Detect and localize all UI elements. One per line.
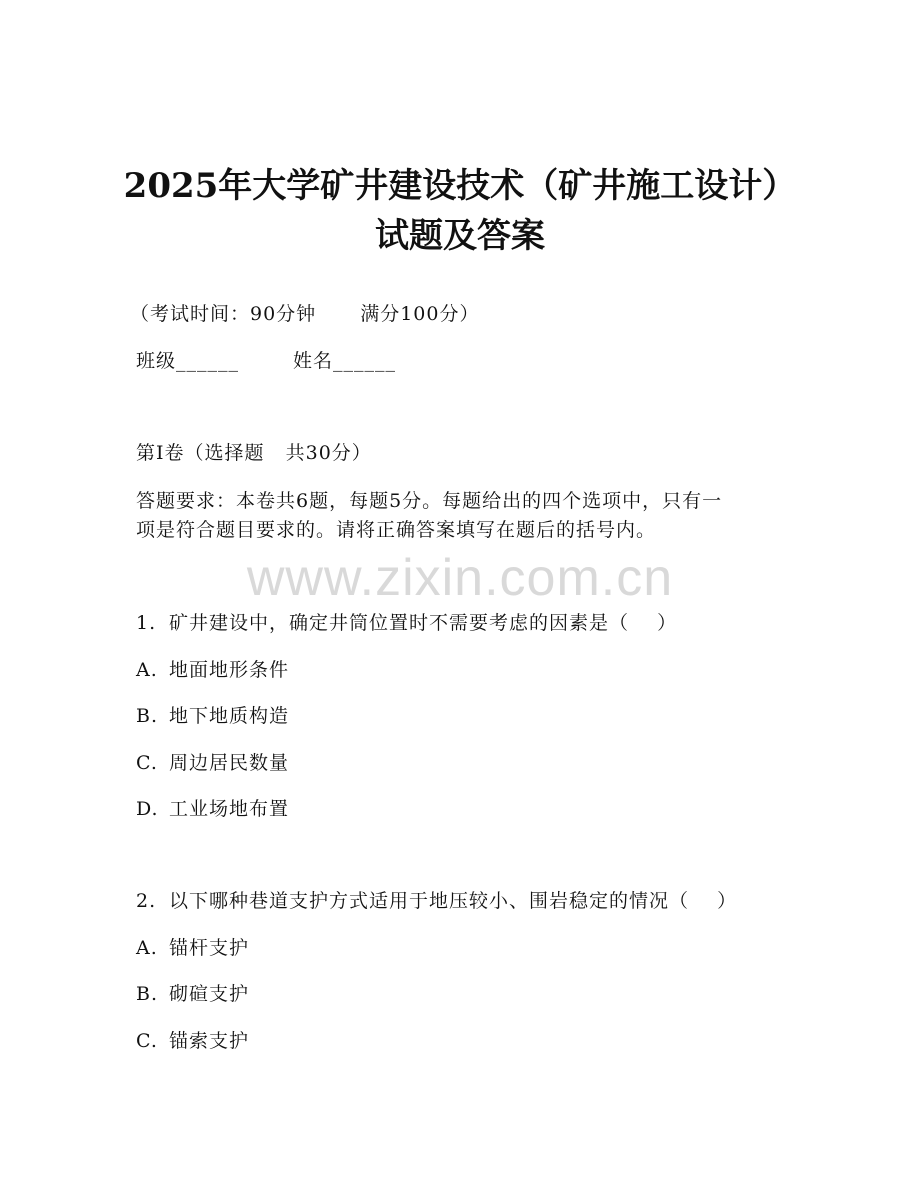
option-letter: D.: [136, 798, 159, 820]
watermark: www.zixin.com.cn: [246, 549, 674, 607]
question-2-option-c: [136, 1027, 249, 1055]
option-letter: B.: [136, 983, 159, 1005]
question-2-option-b: [136, 980, 249, 1008]
option-letter: C.: [136, 752, 158, 774]
name-field: 姓名______: [293, 350, 397, 372]
class-field: 班级______: [136, 350, 240, 372]
document-title-line-1: 2025年大学矿井建设技术（矿井施工设计）: [123, 166, 797, 206]
option-text: 砌碹支护: [169, 983, 250, 1005]
option-letter: A.: [136, 659, 158, 681]
question-2-option-a: [136, 934, 249, 962]
option-letter: C.: [136, 1030, 158, 1052]
question-number: 2.: [136, 890, 157, 912]
question-1-option-a: [136, 656, 289, 684]
instructions-line-2: 项是符合题目要求的。请将正确答案填写在题后的括号内。: [136, 519, 657, 541]
document-title-line-2: 试题及答案: [375, 216, 545, 256]
option-text: 工业场地布置: [169, 798, 290, 820]
option-letter: B.: [136, 705, 159, 727]
exam-info: [130, 300, 479, 328]
question-1-option-d: [136, 795, 289, 823]
option-text: 地下地质构造: [169, 705, 290, 727]
student-info-fields: [136, 347, 396, 375]
question-number: 1.: [136, 612, 157, 634]
option-text: 周边居民数量: [169, 752, 290, 774]
instructions-line-1: 答题要求：本卷共6题，每题5分。每题给出的四个选项中，只有一: [136, 490, 723, 512]
question-1-option-c: [136, 749, 289, 777]
question-text: 矿井建设中，确定井筒位置时不需要考虑的因素是（ ）: [169, 612, 678, 634]
option-text: 地面地形条件: [169, 659, 290, 681]
question-text: 以下哪种巷道支护方式适用于地压较小、围岩稳定的情况（ ）: [169, 890, 738, 912]
option-text: 锚索支护: [169, 1030, 250, 1052]
question-2-stem: [136, 887, 737, 915]
option-text: 锚杆支护: [169, 937, 250, 959]
option-letter: A.: [136, 937, 158, 959]
question-1-stem: [136, 609, 677, 637]
exam-time: （考试时间：90分钟: [130, 303, 317, 325]
full-score: 满分100分）: [360, 303, 480, 325]
question-1-option-b: [136, 702, 289, 730]
section-heading: 第I卷（选择题 共30分）: [136, 442, 372, 464]
